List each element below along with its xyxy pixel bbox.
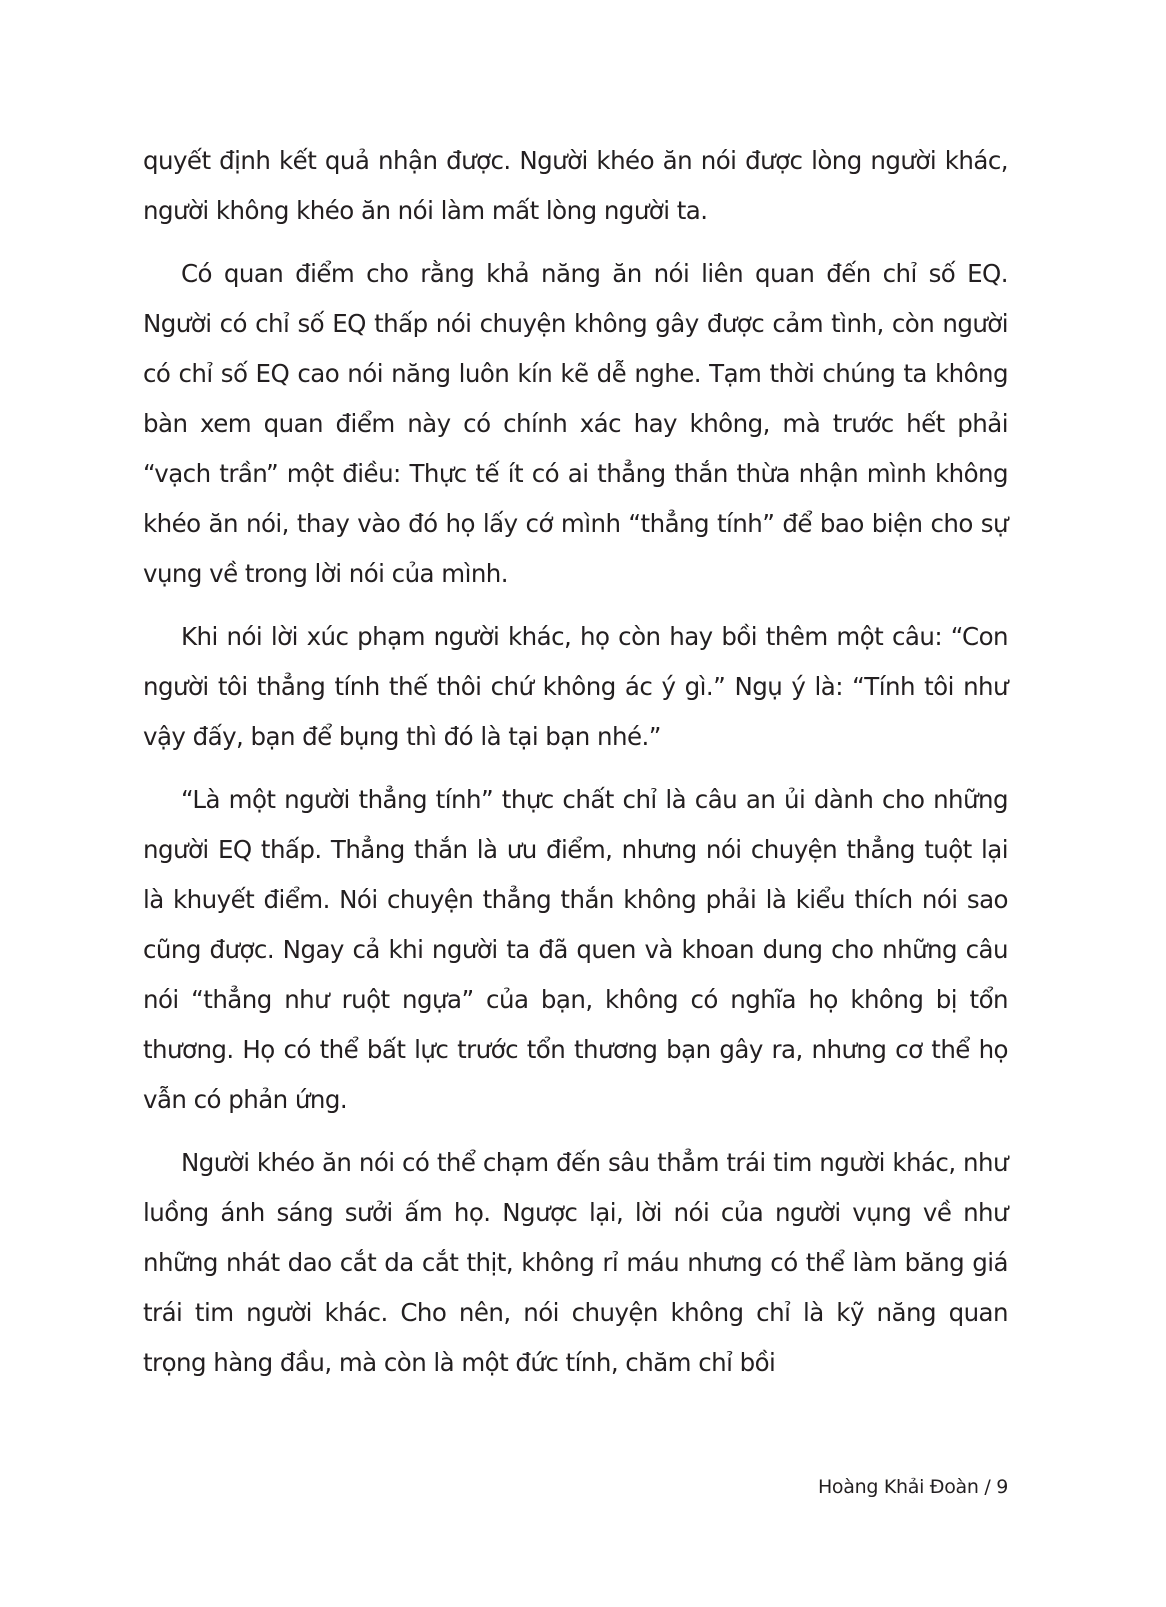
paragraph-5: Người khéo ăn nói có thể chạm đến sâu thẳm trái tim người khác, như luồng ánh sáng sưởi ấm họ. Ngược lại, lời nói của người vụng về như những nhát dao cắt da cắt thịt, không rỉ máu nhưng có thể làm băng giá trái tim người khác. Cho nên, nói chuyện không chỉ là kỹ năng quan trọng hàng đầu, mà còn là một đức tính, chăm chỉ bồi — [143, 1148, 1008, 1377]
paragraph-4: “Là một người thẳng tính” thực chất chỉ là câu an ủi dành cho những người EQ thấp. Thẳng thắn là ưu điểm, nhưng nói chuyện thẳng tuột lại là khuyết điểm. Nói chuyện thẳng thắn không phải là kiểu thích nói sao cũng được. Ngay cả khi người ta đã quen và khoan dung cho những câu nói “thẳng như ruột ngựa” của bạn, không có nghĩa họ không bị tổn thương. Họ có thể bất lực trước tổn thương bạn gây ra, nhưng cơ thể họ vẫn có phản ứng. — [143, 785, 1008, 1114]
page-footer-running-head: Hoàng Khải Đoàn / 9 — [817, 1476, 1008, 1498]
body-text — [143, 136, 1008, 1401]
paragraph-1: quyết định kết quả nhận được. Người khéo ăn nói được lòng người khác, người không khéo ăn nói làm mất lòng người ta. — [143, 146, 1008, 225]
paragraph-2: Có quan điểm cho rằng khả năng ăn nói liên quan đến chỉ số EQ. Người có chỉ số EQ thấp nói chuyện không gây được cảm tình, còn người có chỉ số EQ cao nói năng luôn kín kẽ dễ nghe. Tạm thời chúng ta không bàn xem quan điểm này có chính xác hay không, mà trước hết phải “vạch trần” một điều: Thực tế ít có ai thẳng thắn thừa nhận mình không khéo ăn nói, thay vào đó họ lấy cớ mình “thẳng tính” để bao biện cho sự vụng về trong lời nói của mình. — [143, 259, 1008, 588]
paragraph-3: Khi nói lời xúc phạm người khác, họ còn hay bồi thêm một câu: “Con người tôi thẳng tính thế thôi chứ không ác ý gì.” Ngụ ý là: “Tính tôi như vậy đấy, bạn để bụng thì đó là tại bạn nhé.” — [143, 622, 1008, 751]
